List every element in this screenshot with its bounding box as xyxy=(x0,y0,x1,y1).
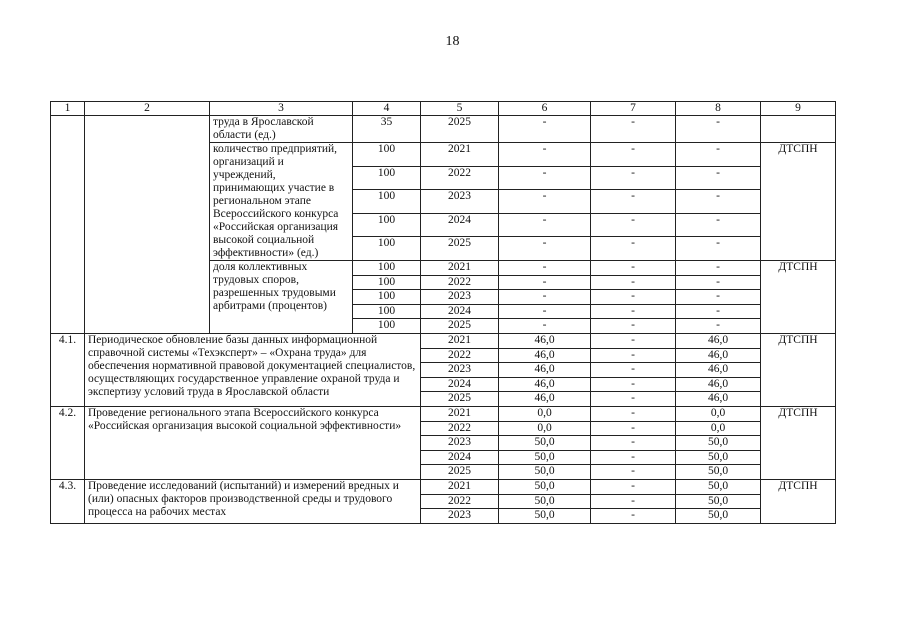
activity-number: 4.3. xyxy=(51,479,85,523)
header-cell-2: 2 xyxy=(85,102,210,116)
year-cell: 2024 xyxy=(421,377,499,392)
activity-number: 4.2. xyxy=(51,406,85,479)
col8-cell: 50,0 xyxy=(676,436,761,451)
col8-cell: 50,0 xyxy=(676,509,761,524)
indicator-name: труда в Ярославской области (ед.) xyxy=(210,116,353,143)
indicator-value: 100 xyxy=(353,261,421,276)
continuation-row xyxy=(51,116,836,143)
executor-cell xyxy=(761,116,836,143)
col7-cell: - xyxy=(591,237,676,261)
header-cell-6: 6 xyxy=(499,102,591,116)
year-cell: 2021 xyxy=(421,261,499,276)
empty-num-cell xyxy=(51,116,85,334)
year-cell: 2021 xyxy=(421,143,499,167)
col8-cell: 50,0 xyxy=(676,494,761,509)
executor-cell: ДТСПН xyxy=(761,333,836,406)
indicator-value: 35 xyxy=(353,116,421,143)
col7-cell: - xyxy=(591,450,676,465)
col6-cell: - xyxy=(499,237,591,261)
col7-cell: - xyxy=(591,116,676,143)
year-cell: 2024 xyxy=(421,450,499,465)
col8-cell: - xyxy=(676,190,761,214)
col7-cell: - xyxy=(591,213,676,237)
col8-cell: - xyxy=(676,275,761,290)
col8-cell: - xyxy=(676,290,761,305)
col6-cell: 50,0 xyxy=(499,465,591,480)
col8-cell: 46,0 xyxy=(676,363,761,378)
indicator-value: 100 xyxy=(353,290,421,305)
header-cell-3: 3 xyxy=(210,102,353,116)
indicator-value: 100 xyxy=(353,143,421,167)
col7-cell: - xyxy=(591,261,676,276)
col8-cell: 0,0 xyxy=(676,406,761,421)
col6-cell: - xyxy=(499,213,591,237)
executor-cell: ДТСПН xyxy=(761,406,836,479)
col8-cell: - xyxy=(676,237,761,261)
col7-cell: - xyxy=(591,406,676,421)
header-row xyxy=(51,102,836,116)
page-number: 18 xyxy=(445,34,460,49)
col8-cell: 46,0 xyxy=(676,392,761,407)
col7-cell: - xyxy=(591,166,676,190)
col7-cell: - xyxy=(591,190,676,214)
col6-cell: 0,0 xyxy=(499,406,591,421)
col7-cell: - xyxy=(591,333,676,348)
year-cell: 2022 xyxy=(421,275,499,290)
col7-cell: - xyxy=(591,494,676,509)
activity-description: Проведение регионального этапа Всероссийского конкурса «Российская организация высокой социальной эффективности» xyxy=(85,406,421,479)
activity-row xyxy=(51,479,836,494)
indicator-value: 100 xyxy=(353,304,421,319)
indicator-value: 100 xyxy=(353,190,421,214)
year-cell: 2025 xyxy=(421,319,499,334)
activity-description: Проведение исследований (испытаний) и измерений вредных и (или) опасных факторов производственной среды и трудового процесса на рабочих местах xyxy=(85,479,421,523)
year-cell: 2022 xyxy=(421,166,499,190)
col6-cell: 50,0 xyxy=(499,450,591,465)
col7-cell: - xyxy=(591,465,676,480)
col8-cell: 50,0 xyxy=(676,479,761,494)
col6-cell: 46,0 xyxy=(499,348,591,363)
col6-cell: 46,0 xyxy=(499,392,591,407)
indicator-value: 100 xyxy=(353,237,421,261)
col7-cell: - xyxy=(591,348,676,363)
year-cell: 2022 xyxy=(421,421,499,436)
executor-cell: ДТСПН xyxy=(761,143,836,261)
year-cell: 2023 xyxy=(421,363,499,378)
col7-cell: - xyxy=(591,377,676,392)
year-cell: 2022 xyxy=(421,348,499,363)
year-cell: 2023 xyxy=(421,190,499,214)
indicator-name: количество предприятий, организаций и учреждений, принимающих участие в региональном этапе Всероссийского конкурса «Российская организация высокой социальной эффективности» (ед.) xyxy=(210,143,353,261)
year-cell: 2021 xyxy=(421,406,499,421)
col7-cell: - xyxy=(591,479,676,494)
year-cell: 2025 xyxy=(421,116,499,143)
year-cell: 2021 xyxy=(421,333,499,348)
col7-cell: - xyxy=(591,392,676,407)
col8-cell: - xyxy=(676,166,761,190)
header-cell-5: 5 xyxy=(421,102,499,116)
year-cell: 2021 xyxy=(421,479,499,494)
col6-cell: 46,0 xyxy=(499,333,591,348)
col7-cell: - xyxy=(591,421,676,436)
indicator-value: 100 xyxy=(353,319,421,334)
year-cell: 2025 xyxy=(421,237,499,261)
col8-cell: - xyxy=(676,213,761,237)
year-cell: 2024 xyxy=(421,304,499,319)
activity-description: Периодическое обновление базы данных информационной справочной системы «Техэксперт» – «Охрана труда» для обеспечения нормативной правовой документацией специалистов, осуществляющих государственное управление охраной труда и экспертизу условий труда в Ярославской области xyxy=(85,333,421,406)
col7-cell: - xyxy=(591,275,676,290)
col8-cell: - xyxy=(676,261,761,276)
indicator-name: доля коллективных трудовых споров, разрешенных трудовыми арбитрами (процентов) xyxy=(210,261,353,334)
year-cell: 2023 xyxy=(421,509,499,524)
col6-cell: - xyxy=(499,275,591,290)
activity-number: 4.1. xyxy=(51,333,85,406)
col7-cell: - xyxy=(591,143,676,167)
col7-cell: - xyxy=(591,319,676,334)
col7-cell: - xyxy=(591,436,676,451)
col6-cell: 0,0 xyxy=(499,421,591,436)
indicator-value: 100 xyxy=(353,275,421,290)
executor-cell: ДТСПН xyxy=(761,261,836,334)
col8-cell: - xyxy=(676,116,761,143)
year-cell: 2024 xyxy=(421,213,499,237)
header-cell-7: 7 xyxy=(591,102,676,116)
col6-cell: - xyxy=(499,290,591,305)
year-cell: 2025 xyxy=(421,392,499,407)
col8-cell: 46,0 xyxy=(676,333,761,348)
col6-cell: - xyxy=(499,304,591,319)
col8-cell: - xyxy=(676,143,761,167)
year-cell: 2022 xyxy=(421,494,499,509)
col8-cell: - xyxy=(676,304,761,319)
col7-cell: - xyxy=(591,290,676,305)
indicator-value: 100 xyxy=(353,213,421,237)
program-table xyxy=(50,101,836,524)
col6-cell: - xyxy=(499,319,591,334)
col7-cell: - xyxy=(591,363,676,378)
col6-cell: 46,0 xyxy=(499,363,591,378)
col6-cell: 50,0 xyxy=(499,494,591,509)
executor-cell: ДТСПН xyxy=(761,479,836,523)
col8-cell: 50,0 xyxy=(676,465,761,480)
col8-cell: 46,0 xyxy=(676,348,761,363)
col6-cell: - xyxy=(499,143,591,167)
activity-row xyxy=(51,406,836,421)
col6-cell: - xyxy=(499,190,591,214)
col6-cell: 50,0 xyxy=(499,436,591,451)
year-cell: 2023 xyxy=(421,290,499,305)
col8-cell: - xyxy=(676,319,761,334)
header-cell-9: 9 xyxy=(761,102,836,116)
col8-cell: 50,0 xyxy=(676,450,761,465)
col8-cell: 46,0 xyxy=(676,377,761,392)
header-cell-8: 8 xyxy=(676,102,761,116)
year-cell: 2025 xyxy=(421,465,499,480)
col6-cell: - xyxy=(499,166,591,190)
col7-cell: - xyxy=(591,509,676,524)
col6-cell: 50,0 xyxy=(499,509,591,524)
header-cell-1: 1 xyxy=(51,102,85,116)
empty-activity-cell xyxy=(85,116,210,334)
col6-cell: - xyxy=(499,261,591,276)
col7-cell: - xyxy=(591,304,676,319)
col6-cell: 50,0 xyxy=(499,479,591,494)
activity-row xyxy=(51,333,836,348)
indicator-value: 100 xyxy=(353,166,421,190)
col6-cell: - xyxy=(499,116,591,143)
col6-cell: 46,0 xyxy=(499,377,591,392)
col8-cell: 0,0 xyxy=(676,421,761,436)
header-cell-4: 4 xyxy=(353,102,421,116)
year-cell: 2023 xyxy=(421,436,499,451)
